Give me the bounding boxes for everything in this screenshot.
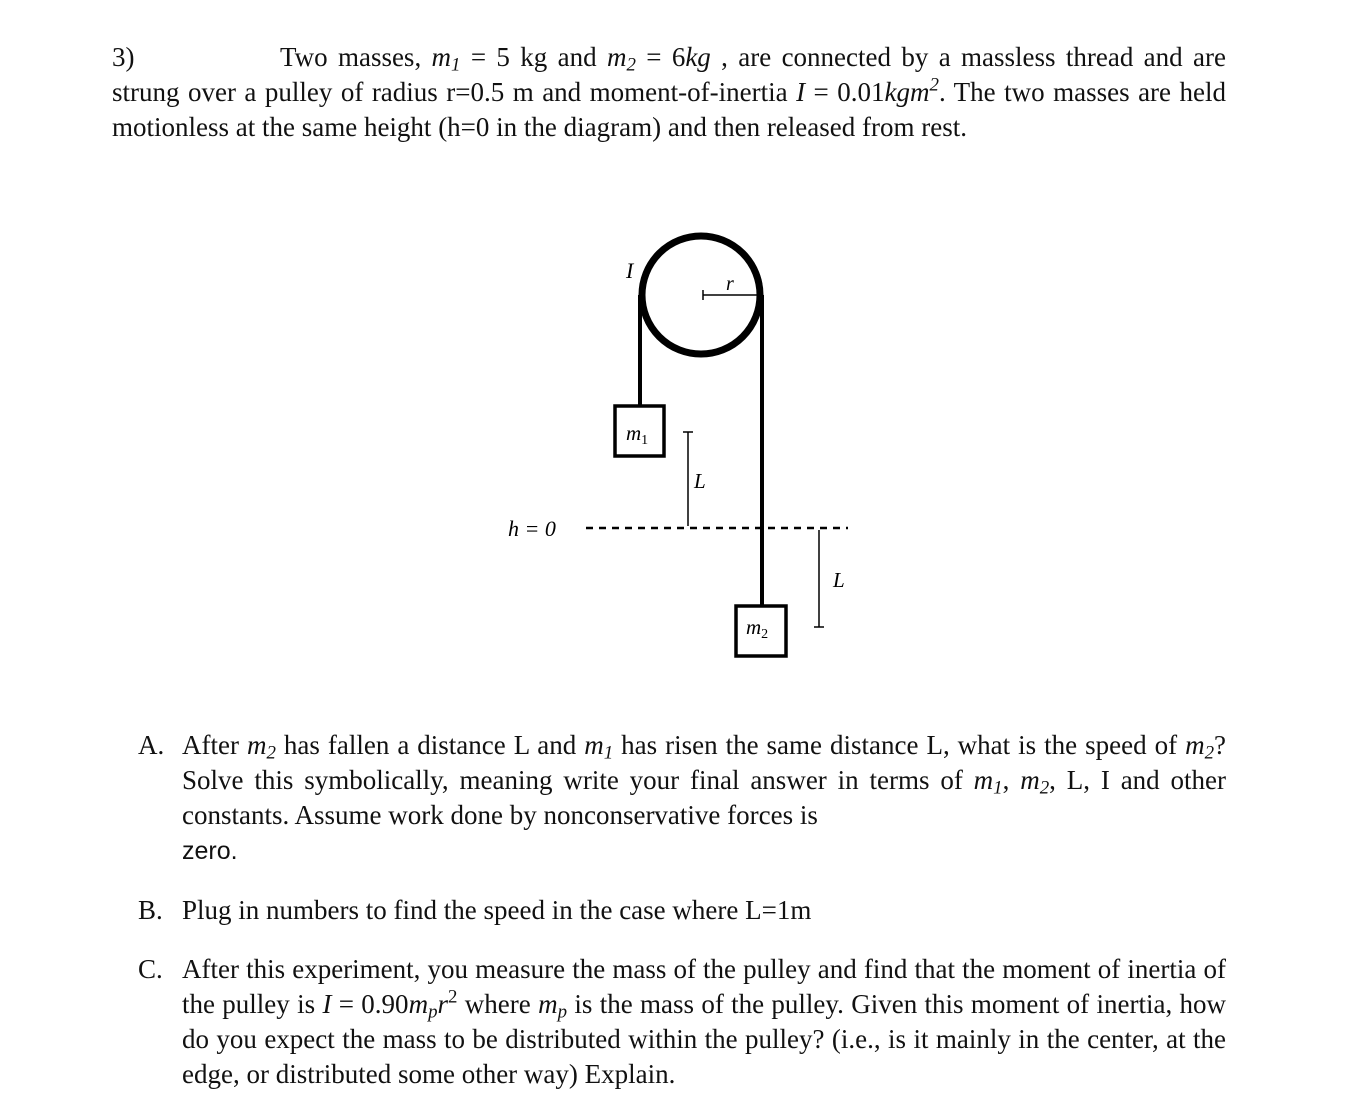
inertia-value: = 0.01 [805, 77, 885, 107]
inertia-unit: kgm$^2$ [884, 74, 939, 107]
intro-text-2: , are connected by a massless thread and are strung over a pulley of radius r=0.5 m and moment-of-inertia [112, 42, 1226, 107]
question-b [138, 893, 1226, 928]
qb-text: Plug in numbers to find the speed in the case where L=1m [182, 895, 812, 925]
qc-inertia-eq: = 0.90 [331, 989, 409, 1019]
qc-mp-r2: $m_pr^2$ [408, 986, 458, 1023]
question-c [138, 952, 1226, 1092]
qa-text-3: has risen the same distance L, what is the speed of [613, 730, 1186, 760]
right-distance-label: L [833, 568, 845, 592]
qa-m2: $m_2$ [246, 730, 276, 764]
qa-text-5: , [1002, 765, 1021, 795]
inertia-label: I [626, 258, 634, 283]
qa-m1: $m_1$ [584, 730, 614, 764]
problem-intro [112, 40, 1226, 145]
qa-text-2: has fallen a distance L and [275, 730, 585, 760]
height-zero-label: h = 0 [508, 516, 556, 541]
problem-number: 3) [112, 42, 135, 72]
qa-m1-b: $m_1$ [973, 765, 1003, 799]
qa-text-6: , L, I and other constants. Assume work done by nonconservative forces is [182, 765, 1226, 830]
question-a [138, 728, 1226, 869]
intro-text-1: Two masses, [280, 42, 432, 72]
left-distance-label: L [694, 469, 706, 493]
question-list [138, 728, 1226, 1092]
qc-text-3: is the mass of the pulley. Given this moment of inertia, how do you expect the mass to be distributed within the pulley? (i.e., is it mainly in the center, at the edge, or distributed some other way) Explain. [182, 989, 1227, 1089]
qa-text-7: zero. [182, 837, 238, 865]
m1-symbol: $m_1$ [431, 42, 461, 76]
qa-m2-b: $m_2$ [1185, 730, 1215, 764]
qc-text-1: After this experiment, you measure the mass of the pulley and find that the moment of inertia of the pulley is [182, 954, 1226, 1019]
mass-2-label: m2 [746, 615, 769, 642]
qc-inertia-symbol: I [322, 989, 332, 1019]
pulley-diagram [490, 225, 870, 665]
qc-mp: $m_p$ [538, 989, 568, 1023]
question-a-letter: A. [138, 730, 165, 760]
m2-symbol: $m_2$ [606, 42, 636, 76]
question-c-letter: C. [138, 954, 163, 984]
question-b-letter: B. [138, 895, 163, 925]
m2-value: = 6 [635, 42, 686, 72]
intro-text-3: . The two masses are held motionless at the same height (h=0 in the diagram) and then released from rest. [112, 77, 1226, 142]
mass-1-label: m1 [626, 421, 649, 448]
radius-label: r [726, 273, 734, 295]
qa-m2-c: $m_2$ [1020, 765, 1050, 799]
m2-unit: kg [685, 42, 711, 72]
qa-text-1: After [182, 730, 247, 760]
qa-text-4: ? Solve this symbolically, meaning write your final answer in terms of [182, 730, 1226, 795]
inertia-symbol: I [796, 77, 806, 107]
qc-text-2: where [457, 989, 539, 1019]
m1-value: = 5 kg and [460, 42, 607, 72]
